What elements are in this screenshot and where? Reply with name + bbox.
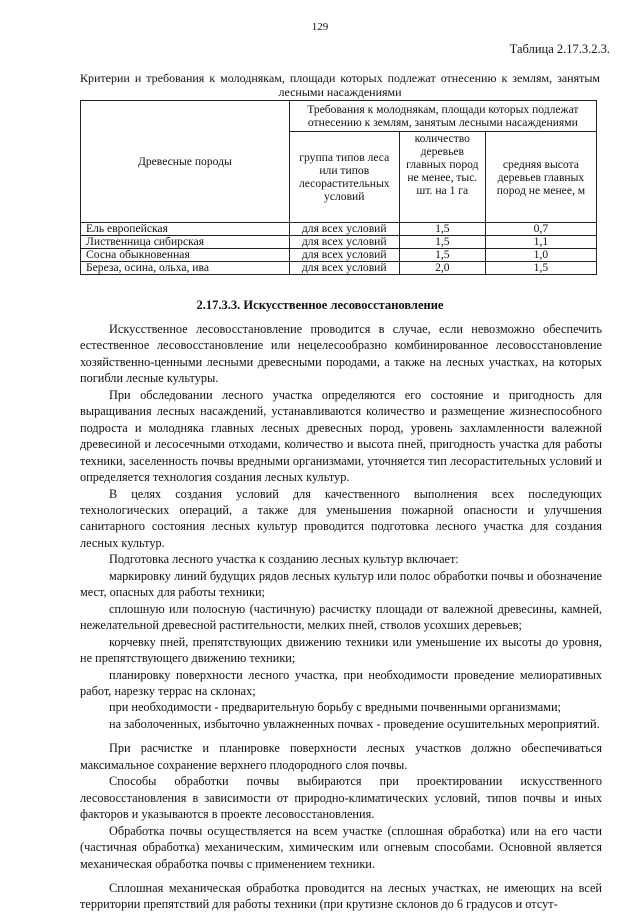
- paragraph: планировку поверхности лесного участка, при необходимости проведение мелиоративных работ, нарезку террас на склонах;: [80, 667, 602, 698]
- count-cell: 1,5: [399, 249, 485, 262]
- header-forest-type: группа типов леса или типов лесорастительных условий: [289, 132, 399, 223]
- table-caption: Критерии и требования к молоднякам, площади которых подлежат отнесению к землям, занятым лесными насаждениями: [80, 71, 600, 99]
- paragraph: на заболоченных, избыточно увлажненных почвах - проведение осушительных мероприятий.: [109, 716, 600, 731]
- paragraph: маркировку линий будущих рядов лесных культур или полос обработки почвы и обозначение мест, опасных для работы техники;: [80, 568, 602, 600]
- conditions-cell: для всех условий: [289, 223, 399, 236]
- table-row: [81, 249, 597, 262]
- table-label: Таблица 2.17.3.2.3.: [509, 42, 610, 56]
- conditions-cell: для всех условий: [289, 236, 399, 249]
- height-cell: 1,5: [485, 262, 596, 275]
- paragraph: Искусственное лесовосстановление проводится в случае, если невозможно обеспечить естественное лесовосстановление или нецелесообразно комбинированное лесовосстановление хозяйственно-ценными лесными древесными породами, а также на лесных участках, на которых погибли лесные культуры.: [80, 322, 602, 386]
- page-number: 129: [311, 21, 329, 33]
- height-cell: 1,1: [485, 236, 596, 249]
- header-species: Древесные породы: [81, 101, 290, 223]
- paragraph: Сплошная механическая обработка проводится на лесных участках, не имеющих на всей территории препятствий для работы техники (при крутизне склонов до 6 градусов и отсут-: [80, 880, 602, 912]
- paragraph: Способы обработки почвы выбираются при проектировании искусственного лесовосстановления в зависимости от природно-климатических условий, типов почвы и иных факторов и указываются в проекте лесовосстановления.: [80, 774, 602, 822]
- paragraph: В целях создания условий для качественного выполнения всех последующих технологических операций, а также для уменьшения пожарной опасности и улучшения санитарного состояния лесных культур проводится подготовка лесного участка для создания лесных культур.: [80, 486, 602, 550]
- count-cell: 1,5: [399, 223, 485, 236]
- conditions-cell: для всех условий: [289, 249, 399, 262]
- height-cell: 0,7: [485, 223, 596, 236]
- conditions-cell: для всех условий: [289, 262, 399, 275]
- paragraph: при необходимости - предварительную борьбу с вредными почвенными организмами;: [109, 700, 561, 715]
- header-tree-count: количество деревьев главных пород не менее, тыс. шт. на 1 га: [399, 132, 485, 223]
- body-text: [80, 321, 602, 913]
- header-tree-height: средняя высота деревьев главных пород не менее, м: [485, 132, 596, 223]
- paragraph: сплошную или полосную (частичную) расчистку площади от валежной древесины, камней, нежелательной древесной растительности, мелких пней, стволов усохших деревьев;: [80, 601, 602, 633]
- paragraph: При расчистке и планировке поверхности лесных участков должно обеспечиваться максимальное сохранение верхнего плодородного слоя почвы.: [80, 741, 602, 772]
- count-cell: 1,5: [399, 236, 485, 249]
- header-requirements: Требования к молоднякам, площади которых подлежат отнесению к землям, занятым лесными насаждениями: [289, 101, 596, 132]
- species-cell: Ель европейская: [81, 223, 290, 236]
- paragraph: При обследовании лесного участка определяются его состояние и пригодность для выращивания лесных насаждений, устанавливаются количество и размещение жизнеспособного подроста и молодняка главных лесных древесных пород, уровень захламленности валежной древесиной и лесосечными отходами, количество и высота пней, пригодность участка для работы техники, заселенность почвы вредными организмами, уточняется тип лесорастительных условий и определяется технология создания лесных культур.: [80, 387, 602, 485]
- height-cell: 1,0: [485, 249, 596, 262]
- table-row: [81, 262, 597, 275]
- species-cell: Лиственница сибирская: [81, 236, 290, 249]
- table-row: [81, 223, 597, 236]
- table-row: [81, 236, 597, 249]
- section-title: 2.17.3.3. Искусственное лесовосстановление: [196, 298, 444, 312]
- criteria-table: [80, 100, 597, 275]
- count-cell: 2,0: [399, 262, 485, 275]
- paragraph: Подготовка лесного участка к созданию лесных культур включает:: [109, 552, 459, 567]
- species-cell: Береза, осина, ольха, ива: [81, 262, 290, 275]
- species-cell: Сосна обыкновенная: [81, 249, 290, 262]
- paragraph: корчевку пней, препятствующих движению техники или уменьшение их высоты до уровня, не препятствующего движению техники;: [80, 634, 602, 666]
- paragraph: Обработка почвы осуществляется на всем участке (сплошная обработка) или на его части (частичная обработка) механическим, химическим или огневым способами. Основной является механическая обработка почвы с применением техники.: [80, 823, 602, 871]
